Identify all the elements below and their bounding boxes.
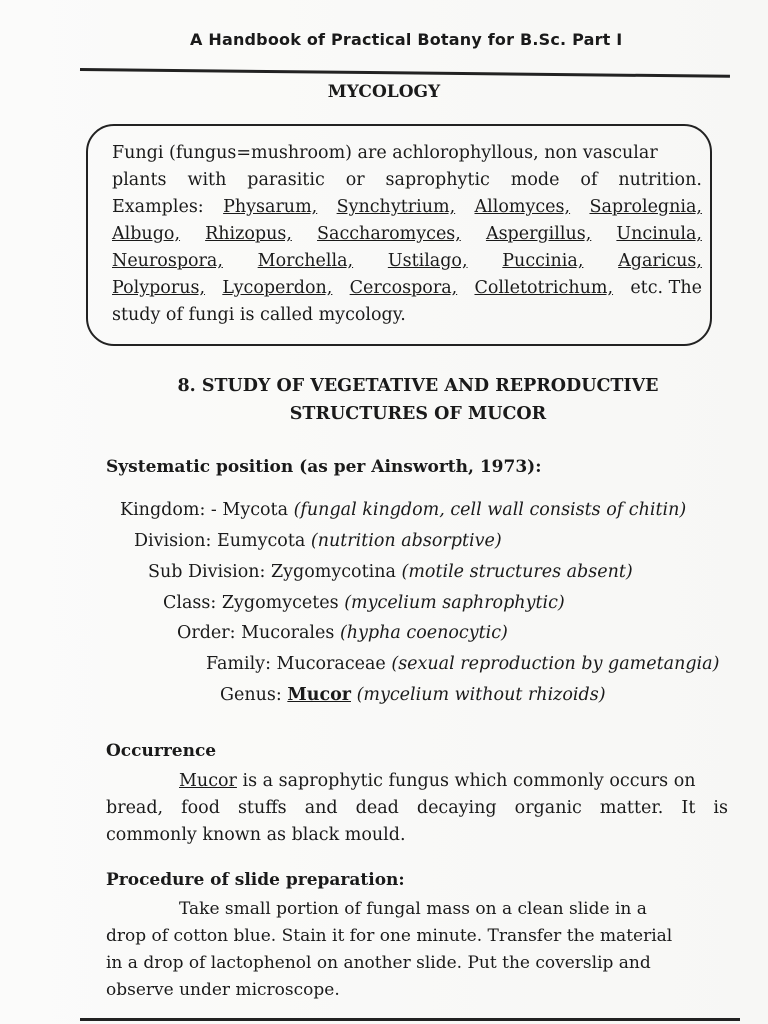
taxon-kingdom — [120, 500, 686, 520]
example-genus: Polyporus, — [112, 278, 206, 298]
occurrence-line-1 — [106, 768, 728, 795]
taxon-rank: Order: Mucorales — [177, 623, 335, 643]
occurrence-line-3: commonly known as black mould. — [106, 825, 406, 845]
taxon-note: (mycelium saphrophytic) — [344, 593, 565, 613]
running-header: A Handbook of Practical Botany for B.Sc. Part I — [190, 30, 623, 49]
procedure-line-3: in a drop of lactophenol on another slide. Put the coverslip and — [106, 953, 651, 973]
taxon-note: (nutrition absorptive) — [310, 531, 502, 551]
occurrence-heading: Occurrence — [106, 741, 217, 761]
example-genus: Agaricus, — [618, 251, 702, 271]
word: plants — [112, 170, 167, 190]
taxon-family — [206, 654, 719, 674]
example-genus: Albugo, — [112, 224, 181, 244]
examples-label: Examples: — [112, 197, 204, 217]
example-genus: Uncinula, — [616, 224, 702, 244]
intro-line-1 — [112, 140, 702, 167]
examples-line-2 — [112, 221, 702, 248]
word: or — [345, 170, 365, 190]
word: and — [304, 798, 338, 818]
mucor-word: Mucor — [179, 771, 237, 791]
word: dead — [355, 798, 399, 818]
word: food — [181, 798, 220, 818]
taxon-note: (sexual reproduction by gametangia) — [391, 654, 720, 674]
intro-last-line: study of fungi is called mycology. — [112, 305, 406, 325]
word: is — [713, 798, 728, 818]
word: of — [580, 170, 598, 190]
example-genus: Aspergillus, — [485, 224, 592, 244]
example-genus: Saccharomyces, — [317, 224, 461, 244]
example-genus: Allomyces, — [474, 197, 571, 217]
taxon-rank: Family: Mucoraceae — [206, 654, 386, 674]
chapter-title-line-1: 8. STUDY OF VEGETATIVE AND REPRODUCTIVE — [177, 376, 659, 396]
occurrence-line-2 — [106, 795, 728, 822]
procedure-heading: Procedure of slide preparation: — [106, 870, 405, 890]
taxon-note: (motile structures absent) — [401, 562, 633, 582]
taxon-rank: Kingdom: - Mycota — [120, 500, 289, 520]
word: saprophytic — [385, 170, 490, 190]
example-genus: Lycoperdon, — [222, 278, 333, 298]
header-divider — [80, 68, 730, 78]
genus-name: Mucor — [287, 685, 351, 705]
procedure-line-1: Take small portion of fungal mass on a clean slide in a — [179, 899, 647, 919]
examples-line-3 — [112, 248, 702, 275]
example-genus: Puccinia, — [502, 251, 584, 271]
chapter-title-line-2: STRUCTURES OF MUCOR — [289, 404, 547, 424]
procedure-paragraph — [106, 896, 728, 1004]
examples-line-4 — [112, 275, 702, 302]
example-genus: Physarum, — [223, 197, 318, 217]
word: nutrition. — [618, 170, 702, 190]
procedure-line-4: observe under microscope. — [106, 980, 340, 1000]
example-genus: Synchytrium, — [336, 197, 456, 217]
example-genus: Cercospora, — [349, 278, 458, 298]
taxon-rank: Sub Division: Zygomycotina — [148, 562, 396, 582]
intro-line-1-text: Fungi (fungus=mushroom) are achlorophyllous, non vascular — [112, 143, 658, 163]
taxon-order — [177, 623, 508, 643]
intro-line-2 — [112, 167, 702, 194]
section-title: MYCOLOGY — [327, 82, 441, 102]
word: bread, — [106, 798, 164, 818]
taxon-class — [163, 593, 565, 613]
example-genus: Ustilago, — [387, 251, 468, 271]
example-genus: Colletotrichum, — [474, 278, 614, 298]
footer-divider — [80, 1018, 740, 1021]
taxon-rank: Division: Eumycota — [134, 531, 306, 551]
example-genus: Morchella, — [257, 251, 354, 271]
taxon-note: (fungal kingdom, cell wall consists of chitin) — [293, 500, 687, 520]
examples-line-1 — [112, 194, 702, 221]
example-genus: Neurospora, — [112, 251, 223, 271]
procedure-line-2: drop of cotton blue. Stain it for one minute. Transfer the material — [106, 926, 673, 946]
taxon-note: (hypha coenocytic) — [339, 623, 508, 643]
occurrence-line-1-text: is a saprophytic fungus which commonly occurs on — [242, 771, 696, 791]
word: matter. — [599, 798, 664, 818]
word: mode — [510, 170, 560, 190]
taxon-note: (mycelium without rhizoids) — [356, 685, 606, 705]
taxon-subdivision — [148, 562, 633, 582]
taxon-division — [134, 531, 502, 551]
word: stuffs — [237, 798, 287, 818]
intro-text — [112, 140, 702, 329]
taxon-genus — [220, 685, 606, 705]
word: parasitic — [247, 170, 325, 190]
systematic-heading: Systematic position (as per Ainsworth, 1973): — [106, 457, 542, 477]
example-genus: Saprolegnia, — [589, 197, 702, 217]
word: with — [187, 170, 227, 190]
occurrence-paragraph — [106, 768, 728, 849]
etc-text: etc. The — [630, 278, 702, 298]
word: organic — [514, 798, 582, 818]
example-genus: Rhizopus, — [205, 224, 292, 244]
taxon-rank: Genus: — [220, 685, 282, 705]
taxon-rank: Class: Zygomycetes — [163, 593, 339, 613]
word: It — [681, 798, 696, 818]
word: decaying — [416, 798, 497, 818]
